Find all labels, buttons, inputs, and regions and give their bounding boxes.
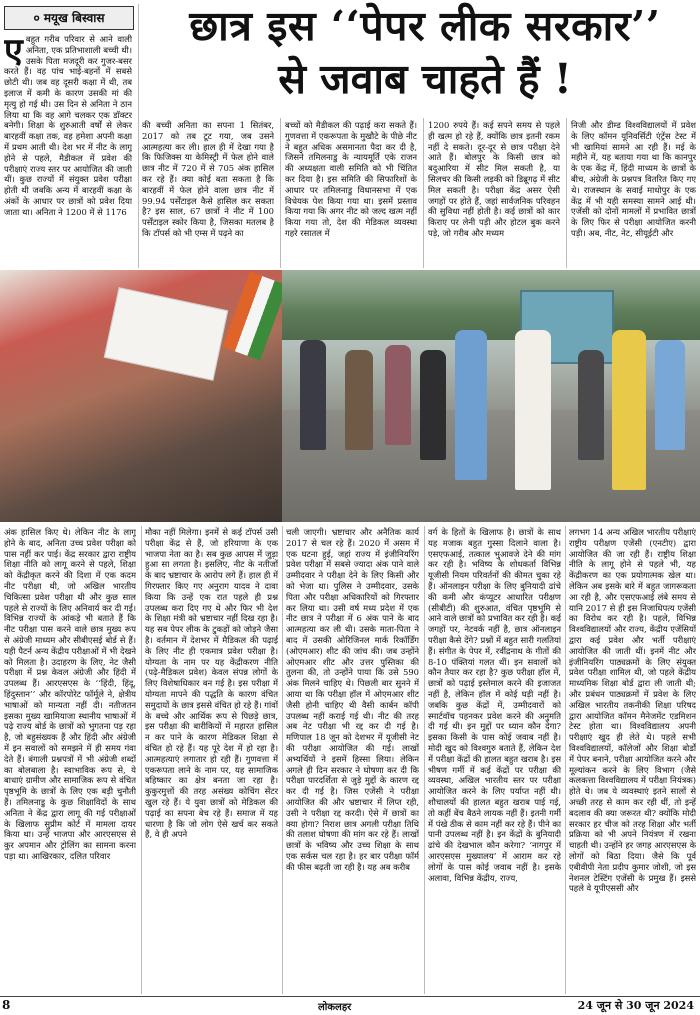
issue-date: 24 जून से 30 जून 2024 xyxy=(577,999,694,1012)
page-number: 8 xyxy=(2,998,11,1012)
byline: ० मयूख बिस्वास xyxy=(4,6,134,30)
article-column-top-2: की बच्ची अनिता का सपना 1 सितंबर, 2017 को तब टूट गया, जब उसने आत्महत्या कर ली। हाल ही में देखा गया है कि फिजिक्स या केमिस्ट्री में फेल होने वाले छात्र नीट में 720 में से 705 अंक हासिल कर रहे हैं। क्या कोई बता सकता है कि बारहवीं में फेल होने वाला छात्र नीट में 99.94 पर्सेंटाइल कैसे हासिल कर सकता है? इस साल, 67 छात्रों ने नीट में 100 पर्सेंटाइल स्कोर किया है, जिसका मतलब है कि टॉपर्स को भी एम्स में पढ़ने का xyxy=(142,120,274,238)
newspaper-name: लोकलहर xyxy=(318,1002,352,1013)
article-column-bottom-2: मौका नहीं मिलेगा। इनमें से कई टॉपर्स उसी परीक्षा केंद्र से हैं, जो हरियाणा के एक भाजपा नेता का है। सब कुछ आपस में जुड़ा हुआ सा लगता है। इसलिए, नीट के नतीजों के बाद भ्रष्टाचार के आरोप लगे हैं। हाल ही में गिरफ्तार किए गए अनुराग यादव ने दावा किया कि उन्हें एक रात पहले ही प्रश्न उपलब्ध करा दिए गए थे और फिर भी देश के शिक्षा मंत्री को भ्रष्टाचार नहीं दिख रहा है। यह सब पेपर लीक के टुकड़ों को जोड़ने जैसा है। वर्तमान में देशभर में मैडिकल की पढ़ाई के लिए नीट ही एकमात्र प्रवेश परीक्षा है। योग्यता के नाम पर यह केंद्रीकरण नीति (पढ़े-मैडिकल प्रवेश) केवल संपन्न लोगों के लिए विशेषाधिकार बन गई है। इस परीक्षा में योग्यता मापने की पद्धति के कारण वंचित समुदायों के छात्र इससे वंचित हो रहे हैं। गांवों के बच्चे और आर्थिक रूप से पिछड़े छात्र, इस परीक्षा की बारीकियों में महारत हासिल न कर पाने के कारण मेडिकल शिक्षा से वंचित हो रहे हैं। यह पूरे देश में हो रहा है। आत्महत्याएं लगातार हो रही हैं। गुणवत्ता में एकरूपता लाने के नाम पर, यह सामाजिक बहिष्कार का क्षेत्र बनता जा रहा है। कुकुरमुत्तों की तरह असंख्य कोचिंग सेंटर खुल रहे हैं। ये युवा छात्रों को मेडिकल की पढ़ाई का सपना बेच रहे हैं। समाज में यह धारणा है कि जो लोग ऐसे खर्च कर सकते हैं, वे ही अपने xyxy=(145,527,278,840)
article-column-top-3: बच्चों को मैडीकल की पढ़ाई करा सकते हैं। गुणवत्ता में एकरूपता के मुखौटे के पीछे नीट ने बहुत अधिक असमानता पैदा कर दी है, जिसने तमिलनाडु के न्यायमूर्ति एके राजन की अध्यक्षता वाली समिति को भी चिंतित कर दिया है। इस समिति की सिफारिशों के आधार पर तमिलनाडु विधानसभा में एक विधेयक पेश किया गया था। इसमें प्रस्ताव किया गया कि अगर नीट को जल्द खत्म नहीं किया गया तो, देश की मेडिकल व्यवस्था गहरे रसातल में xyxy=(285,120,417,238)
drop-cap: ए xyxy=(4,34,23,71)
page-footer xyxy=(0,996,700,1015)
headline-line-1: छात्र इस ‘‘पेपर लीक सरकार’’ xyxy=(189,2,661,50)
article-column-bottom-1: अंक हासिल किए थे। लेकिन नीट के लागू होने के बाद, अनिता उच्च प्रवेश परीक्षा को पास नहीं कर पाई। केंद्र सरकार द्वारा राष्ट्रीय शिक्षा नीति को लागू करने से पहले, शिक्षा को केंद्रीकृत करने की दिशा में एक कदम नीट परीक्षा थी, जो अखिल भारतीय चिकित्सा प्रवेश परीक्षा थी और कुछ साल पहले से राज्यों के लिए अनिवार्य कर दी गई। विभिन्न राज्यों के आंकड़े भी बताते हैं कि नीट परीक्षा पास करने वाले छात्र मुख्य रूप से अंग्रेजी माध्यम और सीबीएसई बोर्ड से हैं। यही पैटर्न अन्य केंद्रीय परीक्षाओं में भी देखने को मिलता है। उदाहरण के लिए, नेट जैसी परीक्षा में प्रश्न केवल अंग्रेजी और हिंदी में उपलब्ध हैं। आरएसएस के ‘‘हिंदी, हिंदू, हिंदुस्तान’’ और कॉरपोरेट फॉर्मूले ने, क्षेत्रीय भाषाओं को मान्यता नहीं दी। नतीजतन इसका मुख्य खामियाजा स्थानीय भाषाओं में पढ़े राज्य बोर्ड के छात्रों को भुगतना पड़ रहा है, जो बहुसंख्यक हैं और हिंदी और अंग्रेजी में इन सवालों को समझने में ही समय गंवा देते हैं। बंगाली प्रश्नपत्रों में भी अंग्रेजी शब्दों का बोलबाला है। स्वाभाविक रूप से, ये बाधाएं ग्रामीण और सामाजिक रूप से वंचित पृष्ठभूमि के छात्रों के लिए एक बड़ी चुनौती हैं। तमिलनाडु के कुछ शिक्षाविदों के साथ अनिता ने केंद्र द्वारा लागू की गई परीक्षाओं के खिलाफ सुप्रीम कोर्ट में मामला दायर किया था। उन्हें भाजपा और आरएसएस से कुर अपमान और ट्रोलिंग का सामना करना पड़ा था। आखिरकार, दलित परिवार xyxy=(4,527,136,861)
headline-line-2: से जवाब चाहते हैं ! xyxy=(278,55,572,103)
article-column-top-5: निजी और डीम्ड विश्वविद्यालयों में प्रवेश के लिए कॉमन यूनिवर्सिटी एंट्रेंस टेस्ट में भी खामियां सामने आ रही हैं। मई के महीने में, यह बताया गया था कि कानपुर के एक केंद्र में, हिंदी माध्यम के छात्रों के बीच, अंग्रेजी के प्रश्नपत्र वितरित किए गए थे। राजस्थान के सवाई माधोपुर के एक केंद्र में भी यही समस्या सामने आई थी। एजेंसी को दोनों मामलों में प्रभावित छात्रों के लिए फिर से परीक्षा आयोजित करनी पड़ी। अब, नीट, नेट, सीयूईटी और xyxy=(571,120,696,238)
article-text: बहुत गरीब परिवार से आने वाली अनिता, एक प्रतिभाशाली बच्ची थी। उसके पिता मजदूरी कर गुजर-बसर करते हैं। वह पांच भाई-बहनों में सबसे छोटी थी। जब वह दूसरी कक्षा में थी, तब इलाज में कमी के कारण उसकी मां की मृत्यु हो गई थी। उस दिन से अनिता ने ठान लिया था कि वह आगे चलकर एक डॉक्टर बनेगी। शिक्षा के शुरुआती वर्षों से लेकर बारहवीं कक्षा तक, वह हमेशा अपनी कक्षा में प्रथम आती थी। देश भर में नीट के लागू होने से पहले, मैडीकल में प्रवेश की परीक्षाएं राज्य स्तर पर आयोजित की जाती थीं। कुछ राज्यों में संयुक्त प्रवेश परीक्षा होती थी जबकि अन्य में बारहवीं कक्षा के अंकों के आधार पर छात्रों को प्रवेश दिया जाता था। अनिता ने 1200 में से 1176 xyxy=(4,34,132,217)
article-column-top-4: 1200 रुपये हैं। कई सपने समय से पहले ही खत्म हो रहे हैं, क्योंकि छात्र इतनी रकम नहीं दे सकते। दूर-दूर से छात्र परीक्षा देने आते हैं। बोलपुर के किसी छात्र को बदुआरिया में सीट मिल सकती है, या सिलचर की किसी लड़की को डिब्रूगढ़ में सीट मिल सकती है। परीक्षा केंद्र असर ऐसी जगहों पर होते हैं, जहां सार्वजनिक परिवहन की सुविधा नहीं होती है। कई छात्रों को कार किराए पर लेनी पड़ी और होटल बुक करने पड़े, जो गरीब और मध्यम xyxy=(428,120,560,238)
article-column-bottom-5: लगभग 14 अन्य अखिल भारतीय परीक्षाएं राष्ट्रीय परीक्षण एजेंसी (एनटीए) द्वारा आयोजित की जा रही हैं। राष्ट्रीय शिक्षा नीति के लागू होने से पहले भी, यह केंद्रीकरण का एक प्रयोगात्मक खेल था। लेकिन अब इसके बारे में बहुत जागरूकता आ रही है, और एसएफआई लंबे समय से यानि 2017 से ही इस निजाधिपत्य एजेंसी का विरोध कर रही है। पहले, विभिन्न विश्वविद्यालयों और राज्य, केंद्रीय एजेंसियों द्वारा कई प्रवेश और भर्ती परीक्षाएं आयोजित की जाती थीं। इनमें नीट और इंजीनियरिंग पाठ्यक्रमों के लिए संयुक्त प्रवेश परीक्षा शामिल थी, जो पहले केंद्रीय माध्यमिक शिक्षा बोर्ड द्वारा ली जाती थी; और प्रबंधन पाठ्यक्रमों में प्रवेश के लिए अखिल भारतीय तकनीकी शिक्षा परिषद द्वारा आयोजित कॉमन मैनेजमेंट एडमिशन टेस्ट होता था। विश्वविद्यालय अपनी परीक्षाएं खुद ही लेते थे। पहले सभी विश्वविद्यालयों, कॉलेजों और शिक्षा बोर्डों में पेपर बनाने, परीक्षा आयोजित करने और मूल्यांकन करने के लिए विभाग (जैसे कलकत्ता विश्वविद्यालय में परीक्षा नियंत्रक) होते थे। जब ये व्यवस्थाएं इतने सालों से अच्छी तरह से काम कर रही थीं, तो इन्हें बदलाव की क्या जरूरत थी? क्योंकि मोदी सरकार हर चीज को तरह शिक्षा और भर्ती प्रक्रिया को भी अपने नियंत्रण में रखना चाहती थी। उन्होंने हर जगह आरएसएस के लोगों को बिठा दिया। जैसे कि पूर्व एबीवीपी नेता प्रदीप कुमार जोशी, जो इस नेशनल टेस्टिंग एजेंसी के प्रमुख हैं। इससे पहले वे यूपीएससी और xyxy=(569,527,696,894)
protest-photo xyxy=(0,270,700,522)
article-column-top-1 xyxy=(4,34,132,266)
article-column-bottom-3: चली जाएगी। भ्रष्टाचार और अनैतिक कार्य 2017 से चल रहे हैं। 2020 में असम में एक घटना हुई, जहां राज्य में इंजीनियरिंग प्रवेश परीक्षा में सबसे ज्यादा अंक पाने वाले उम्मीदवार ने परीक्षा देने के लिए किसी और को भेजा था। पुलिस ने उम्मीदवार, उसके पिता और परीक्षा अधिकारियों को गिरफ्तार कर लिया था। उसी वर्ष मध्य प्रदेश में एक नीट छात्र ने परीक्षा में 6 अंक पाने के बाद आत्महत्या कर ली थी। उसके माता-पिता ने बाद में उसकी ओरिजिनल मार्क रिकॉर्डिंग (ओएमआर) शीट की जांच की। जब उन्होंने ओएमआर शीट और उत्तर पुस्तिका की तुलना की, तो उन्होंने पाया कि उसे 590 अंक मिलने चाहिए थे। पिछली बार सुनने में आया था कि परीक्षा हॉल में ओएमआर शीट जैसी होनी चाहिए थी वैसी कार्बन कॉपी उपलब्ध नहीं कराई गई थी। नीट की तरह अब नेट परीक्षा भी रद्द कर दी गई है। मणिपाल 18 जून को देशभर में यूजीसी नेट की परीक्षा आयोजित की गई। लाखों अभ्यर्थियों ने इसमें हिस्सा लिया। लेकिन अगले ही दिन सरकार ने घोषणा कर दी कि परीक्षा पारदर्शिता से जुड़े मुद्दों के कारण रद्द कर दी गई है। जिस एजेंसी ने परीक्षा आयोजित की और भ्रष्टाचार में लिप्त रही, उसी ने परीक्षा रद्द करदी। ऐसे में छात्रों का क्या होगा? निराश छात्र अगली परीक्षा तिथि की तलाश घोषणा की मांग कर रहे हैं। लाखों छात्रों के भविष्य और उच्च शिक्षा के साथ एक सर्कस चल रहा है। हर बार परीक्षा फॉर्म की फीस बढ़ती जा रही है। यह अब करीब xyxy=(286,527,419,872)
article-column-bottom-4: वर्ग के हितों के खिलाफ है। छात्रों के साथ यह मजाक बहुत गुस्सा दिलाने वाला है। एसएफआई, तत्काल भुआवजे देने की मांग कर रही है। भविष्य के शोधकर्ता विभिन्न यूजीसी नियम परिवर्तनों की कीमत चुका रहे हैं। ऑनलाइन परीक्षा के लिए बुनियादी ढांचे की कमी और कंप्यूटर आधारित परीक्षण (सीबीटी) की शुरुआत, वंचित पृष्ठभूमि से आने वाले छात्रों को प्रभावित कर रही है। कई जगहों पर, नेटवर्क नहीं है, छात्र ऑनलाइन परीक्षा कैसे देंगे? प्रश्नों में बहुत सारी गलतियां हैं। संगीत के पेपर में, रवींद्रनाथ के गीतों की 8-10 पंक्तियां गलत थीं। इन सवालों को कौन तैयार कर रहा है? कुछ परीक्षा हॉल में, छात्रों को पढ़ाई इस्तेमाल करने की इजाजत नहीं है, लेकिन हॉल में कोई घड़ी नहीं है। जबकि कुछ केंद्रों में, उम्मीदवारों को स्मार्टवॉच पहनकर प्रवेश करने की अनुमति दी गई थी। इन मुद्दों पर ध्यान कौन देगा? इसका किसी के पास कोई जवाब नहीं है। मोदी खुद को विश्वगुरु बताते हैं, लेकिन देश में परीक्षा केंद्रों की हालत बहुत खराब है। इस भीषण गर्मी में कई केंद्रों पर परीक्षा की व्यवस्था, अखिल भारतीय स्तर पर परीक्षा आयोजित करने के लिए पर्याप्त नहीं थी। शौचालयों की हालत बहुत खराब पाई गई, तो कहीं बेंच बैठने लायक नहीं हैं। इतनी गर्मी में पंखे ठीक से काम नहीं कर रहे हैं। पीने का पानी उपलब्ध नहीं है। इन केंद्रों के बुनियादी ढांचे की देखभाल कौन करेगा? ‘नागपुर में आरएसएस मुख्यालय’ में आराम कर रहे लोगों के पास कोई जवाब नहीं है। इसके अलावा, विभिन्न केंद्रीय, राज्य, xyxy=(428,527,561,883)
